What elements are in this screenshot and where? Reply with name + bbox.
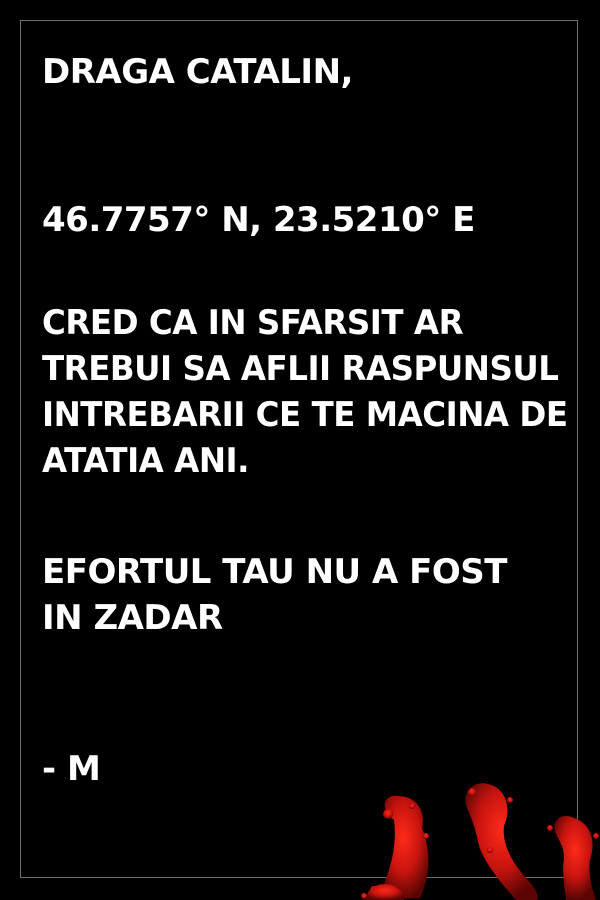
paragraph-2-line-1: EFORTUL TAU NU A FOST bbox=[42, 552, 507, 592]
paragraph-1-line-4: ATATIA ANI. bbox=[42, 441, 249, 481]
blood-splatter-decoration bbox=[360, 770, 600, 900]
letter-paragraph-1 bbox=[42, 300, 592, 484]
paragraph-1-line-1: CRED CA IN SFARSIT AR bbox=[42, 303, 464, 343]
letter-paragraph-2 bbox=[42, 549, 507, 641]
letter-greeting: DRAGA CATALIN, bbox=[42, 52, 353, 92]
coordinates-text: 46.7757° N, 23.5210° E bbox=[42, 200, 475, 240]
splatter-middle bbox=[465, 783, 538, 900]
paragraph-1-line-2: TREBUI SA AFLII RASPUNSUL bbox=[42, 349, 559, 389]
paragraph-2-line-2: IN ZADAR bbox=[42, 598, 223, 638]
splatter-right bbox=[547, 816, 599, 900]
paragraph-1-line-3: INTREBARII CE TE MACINA DE bbox=[42, 395, 568, 435]
letter-signature: - M bbox=[42, 749, 101, 789]
splatter-left bbox=[370, 796, 429, 900]
